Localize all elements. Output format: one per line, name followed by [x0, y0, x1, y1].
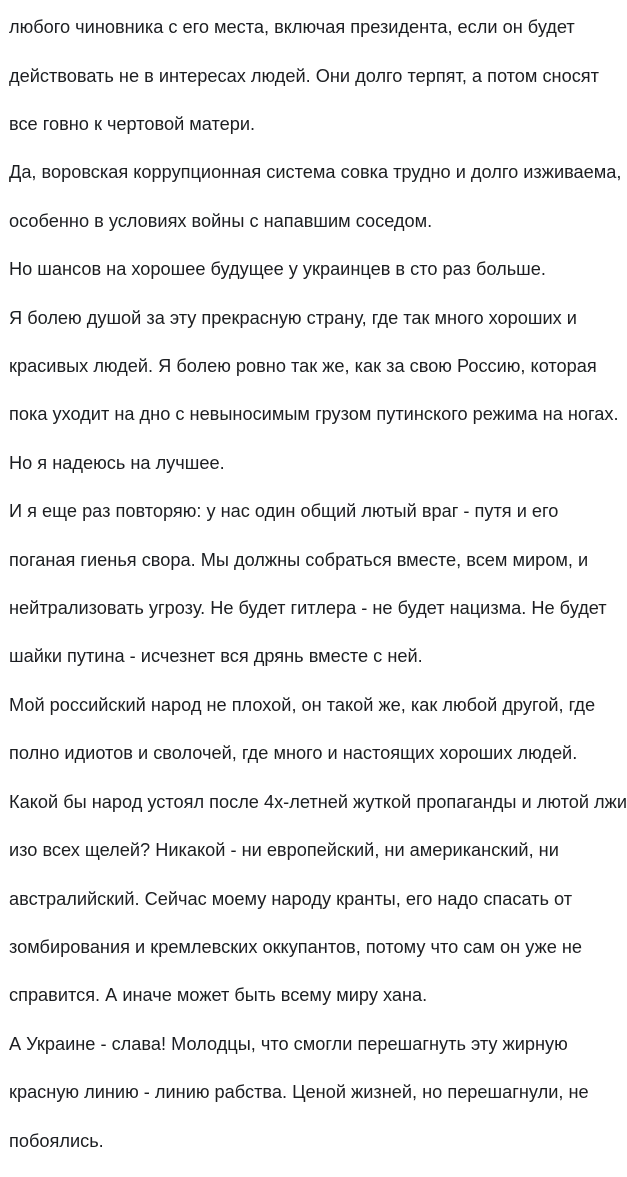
- post-text-line: полно идиотов и сволочей, где много и настоящих хороших людей.: [9, 743, 578, 764]
- post-text-line: пока уходит на дно с невыносимым грузом путинского режима на ногах.: [9, 404, 619, 425]
- post-text-line: нейтрализовать угрозу. Не будет гитлера - не будет нацизма. Не будет: [9, 598, 607, 619]
- post-text-line: красивых людей. Я болею ровно так же, как за свою Россию, которая: [9, 356, 597, 377]
- post-text-line: И я еще раз повторяю: у нас один общий лютый враг - путя и его: [9, 501, 559, 522]
- post-text-line: все говно к чертовой матери.: [9, 114, 256, 135]
- post-text-line: справится. А иначе может быть всему миру хана.: [9, 985, 428, 1006]
- post-text-line: поганая гиенья свора. Мы должны собраться вместе, всем миром, и: [9, 549, 589, 570]
- post-text: [9, 0, 627, 1177]
- post-text-line: шайки путина - исчезнет вся дрянь вместе с ней.: [9, 646, 423, 667]
- post-text-line: Я болею душой за эту прекрасную страну, где так много хороших и: [9, 307, 577, 328]
- post-text-line: зомбирования и кремлевских оккупантов, потому что сам он уже не: [9, 936, 583, 957]
- post-text-line: изо всех щелей? Никакой - ни европейский, ни американский, ни: [9, 840, 559, 861]
- post-text-line: Мой российский народ не плохой, он такой же, как любой другой, где: [9, 694, 596, 715]
- post-text-line: красную линию - линию рабства. Ценой жизней, но перешагнули, не: [9, 1082, 589, 1103]
- post-text-line: побоялись.: [9, 1130, 104, 1151]
- post-text-line: Но шансов на хорошее будущее у украинцев в сто раз больше.: [9, 259, 546, 280]
- post-text-line: действовать не в интересах людей. Они долго терпят, а потом сносят: [9, 65, 599, 86]
- post-text-line: австралийский. Сейчас моему народу кранты, его надо спасать от: [9, 888, 573, 909]
- post-text-line: Да, воровская коррупционная система совка трудно и долго изживаема,: [9, 162, 622, 183]
- post-text-line: А Украине - слава! Молодцы, что смогли перешагнуть эту жирную: [9, 1033, 568, 1054]
- post-text-line: любого чиновника с его места, включая президента, если он будет: [9, 17, 575, 38]
- post-text-line: Какой бы народ устоял после 4х-летней жуткой пропаганды и лютой лжи: [9, 791, 627, 812]
- post-text-line: особенно в условиях войны с напавшим соседом.: [9, 210, 433, 231]
- post-text-line: Но я надеюсь на лучшее.: [9, 452, 225, 473]
